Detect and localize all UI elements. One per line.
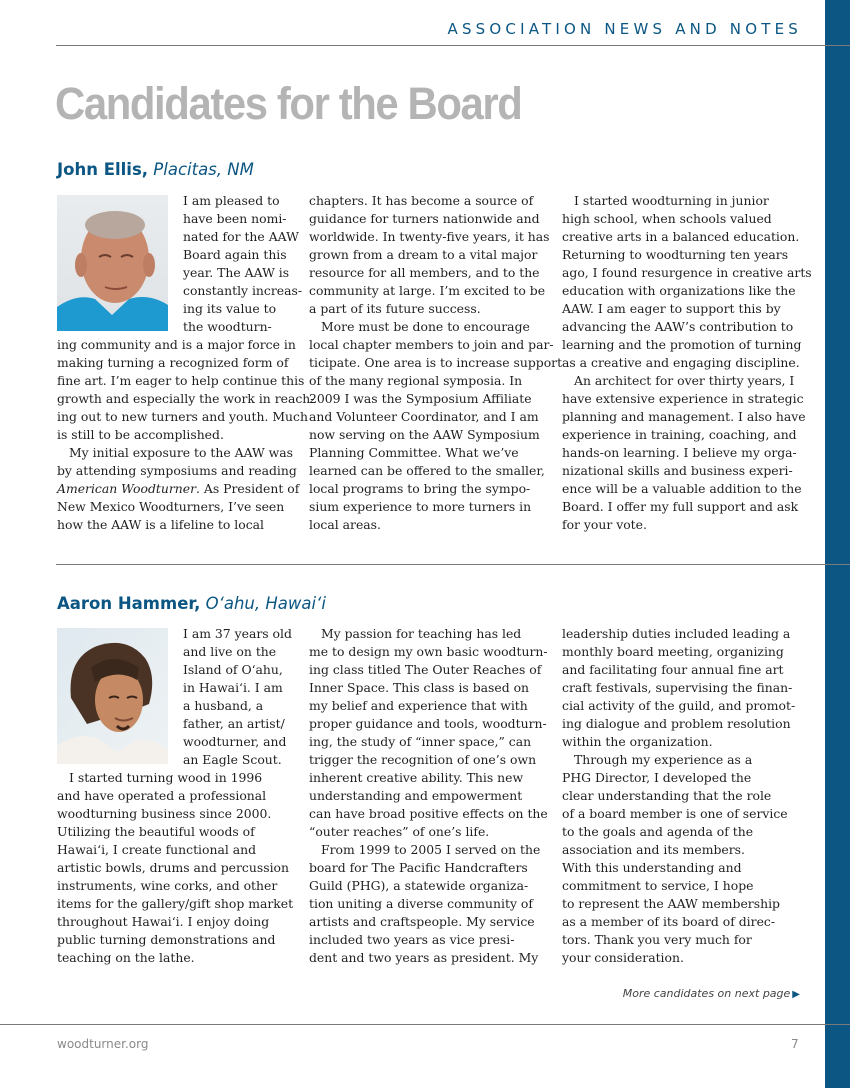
text-line: for your vote. xyxy=(562,517,647,532)
text-line: tors. Thank you very much for xyxy=(562,932,752,947)
text-line: of a board member is one of service xyxy=(562,806,788,821)
more-candidates-label: More candidates on next page xyxy=(622,987,791,1000)
text-line: by attending symposiums and reading xyxy=(57,463,297,478)
text-line: education with organizations like the xyxy=(562,283,796,298)
text-line: and have operated a professional xyxy=(57,788,267,803)
text-line: worldwide. In twenty-five years, it has xyxy=(309,229,550,244)
candidate-2-column-2 xyxy=(309,625,548,967)
text-line: a part of its future success. xyxy=(309,301,481,316)
text-line: community at large. I’m excited to be xyxy=(309,283,546,298)
candidate-divider xyxy=(56,564,850,565)
text-line: teaching on the lathe. xyxy=(57,950,195,965)
text-line: Utilizing the beautiful woods of xyxy=(57,824,255,839)
text-line: ing its value to xyxy=(183,301,277,316)
text-line: I started turning wood in 1996 xyxy=(69,770,263,785)
text-line: father, an artist/ xyxy=(183,716,285,731)
text-line: ing community and is a major force in xyxy=(57,337,296,352)
text-line: throughout Hawai‘i. I enjoy doing xyxy=(57,914,270,929)
text-line: sium experience to more turners in xyxy=(309,499,532,514)
text-line: included two years as vice presi- xyxy=(309,932,515,947)
text-line: hands-on learning. I believe my orga- xyxy=(562,445,797,460)
text-line: guidance for turners nationwide and xyxy=(309,211,540,226)
text-line: instruments, wine corks, and other xyxy=(57,878,278,893)
text-line: fine art. I’m eager to help continue this xyxy=(57,373,305,388)
magazine-title: American Woodturner xyxy=(57,481,197,496)
text-line: leadership duties included leading a xyxy=(562,626,791,641)
text-line: ence will be a valuable addition to the xyxy=(562,481,802,496)
text-line: items for the gallery/gift shop market xyxy=(57,896,294,911)
text-line: resource for all members, and to the xyxy=(309,265,540,280)
text-line: Island of O‘ahu, xyxy=(183,662,283,677)
text-line: high school, when schools valued xyxy=(562,211,772,226)
candidate-2-wrap-text xyxy=(183,625,292,769)
text-line: advancing the AAW’s contribution to xyxy=(562,319,794,334)
text-line: year. The AAW is xyxy=(183,265,290,280)
portrait-photo-icon xyxy=(57,628,168,764)
candidate-1-column-3 xyxy=(562,192,812,534)
candidate-name: John Ellis, xyxy=(57,160,149,179)
candidate-2-column-1 xyxy=(57,769,293,967)
text-line: me to design my own basic woodturn- xyxy=(309,644,548,659)
candidate-location: Placitas, NM xyxy=(153,160,254,179)
text-line: Returning to woodturning ten years xyxy=(562,247,789,262)
text-line: as a member of its board of direc- xyxy=(562,914,776,929)
text-line: making turning a recognized form of xyxy=(57,355,289,370)
text-line: a husband, a xyxy=(183,698,264,713)
text-line: ing dialogue and problem resolution xyxy=(562,716,791,731)
text-line: experience in training, coaching, and xyxy=(562,427,797,442)
text-line: I started woodturning in junior xyxy=(574,193,769,208)
text-line: “outer reaches” of one’s life. xyxy=(309,824,490,839)
text-line: and facilitating four annual fine art xyxy=(562,662,784,677)
text-line: board for The Pacific Handcrafters xyxy=(309,860,528,875)
candidate-heading xyxy=(57,160,254,179)
text-line: Board. I offer my full support and ask xyxy=(562,499,799,514)
text-line: Guild (PHG), a statewide organiza- xyxy=(309,878,529,893)
text-line: constantly increas- xyxy=(183,283,303,298)
text-line: to the goals and agenda of the xyxy=(562,824,754,839)
text-line: the woodturn- xyxy=(183,319,272,334)
text-line: artists and craftspeople. My service xyxy=(309,914,535,929)
text-line: My initial exposure to the AAW was xyxy=(69,445,294,460)
candidate-photo xyxy=(57,628,168,764)
text-line: From 1999 to 2005 I served on the xyxy=(321,842,541,857)
text-line: With this understanding and xyxy=(562,860,742,875)
text-line: Through my experience as a xyxy=(574,752,753,767)
text-line: chapters. It has become a source of xyxy=(309,193,534,208)
text-line: have extensive experience in strategic xyxy=(562,391,804,406)
text-line: an Eagle Scout. xyxy=(183,752,282,767)
text-line: of the many regional symposia. In xyxy=(309,373,523,388)
triangle-right-icon: ▶ xyxy=(792,989,800,1000)
text-line: ing out to new turners and youth. Much xyxy=(57,409,308,424)
text-line: in Hawai‘i. I am xyxy=(183,680,283,695)
text-line: PHG Director, I developed the xyxy=(562,770,752,785)
text-line: cial activity of the guild, and promot- xyxy=(562,698,796,713)
text-line: Hawai‘i, I create functional and xyxy=(57,842,257,857)
text-line: is still to be accomplished. xyxy=(57,427,224,442)
candidate-2-column-3 xyxy=(562,625,795,967)
text-line: can have broad positive effects on the xyxy=(309,806,548,821)
text-line: how the AAW is a lifeline to local xyxy=(57,517,264,532)
page-number: 7 xyxy=(791,1037,799,1051)
text-line: More must be done to encourage xyxy=(321,319,530,334)
page-title: Candidates for the Board xyxy=(55,78,522,129)
text-line: nated for the AAW xyxy=(183,229,299,244)
header-divider xyxy=(56,45,850,46)
text-line: craft festivals, supervising the finan- xyxy=(562,680,793,695)
text-line: ago, I found resurgence in creative arts xyxy=(562,265,812,280)
text-line: association and its members. xyxy=(562,842,745,857)
text-line: now serving on the AAW Symposium xyxy=(309,427,540,442)
text-line: tion uniting a diverse community of xyxy=(309,896,533,911)
footer-site-url[interactable]: woodturner.org xyxy=(57,1037,149,1051)
text-line: ing, the study of “inner space,” can xyxy=(309,734,532,749)
text-line: Board again this xyxy=(183,247,287,262)
text-line: learned can be offered to the smaller, xyxy=(309,463,545,478)
text-line: American Woodturner. As President of xyxy=(57,481,300,496)
candidate-1-column-1 xyxy=(57,336,314,534)
candidate-name: Aaron Hammer, xyxy=(57,594,201,613)
candidate-location: O‘ahu, Hawai‘i xyxy=(205,594,326,613)
text-line: to represent the AAW membership xyxy=(562,896,780,911)
text-line: grown from a dream to a vital major xyxy=(309,247,538,262)
text-line: I am pleased to xyxy=(183,193,280,208)
text-line: and live on the xyxy=(183,644,277,659)
text-line: clear understanding that the role xyxy=(562,788,772,803)
text-line: ing class titled The Outer Reaches of xyxy=(309,662,542,677)
text-line: within the organization. xyxy=(562,734,713,749)
text-line: My passion for teaching has led xyxy=(321,626,522,641)
text-line: commitment to service, I hope xyxy=(562,878,754,893)
text-line: artistic bowls, drums and percussion xyxy=(57,860,289,875)
text-line: New Mexico Woodturners, I’ve seen xyxy=(57,499,285,514)
text-line: planning and management. I also have xyxy=(562,409,806,424)
text-line: proper guidance and tools, woodturn- xyxy=(309,716,547,731)
text-line: and Volunteer Coordinator, and I am xyxy=(309,409,539,424)
text-line: public turning demonstrations and xyxy=(57,932,276,947)
candidate-photo xyxy=(57,195,168,331)
text-line: understanding and empowerment xyxy=(309,788,523,803)
text-line: ticipate. One area is to increase support xyxy=(309,355,563,370)
more-candidates-link[interactable] xyxy=(623,987,800,1000)
text-line: dent and two years as president. My xyxy=(309,950,539,965)
text-line: growth and especially the work in reach- xyxy=(57,391,315,406)
text-line: I am 37 years old xyxy=(183,626,292,641)
text-line: An architect for over thirty years, I xyxy=(574,373,795,388)
candidate-1-column-2 xyxy=(309,192,562,534)
text-line: Inner Space. This class is based on xyxy=(309,680,530,695)
text-line: local areas. xyxy=(309,517,381,532)
text-line: have been nomi- xyxy=(183,211,287,226)
text-line: trigger the recognition of one’s own xyxy=(309,752,537,767)
text-line: woodturner, and xyxy=(183,734,287,749)
text-line: inherent creative ability. This new xyxy=(309,770,524,785)
text-line: nizational skills and business experi- xyxy=(562,463,793,478)
footer-divider xyxy=(0,1024,850,1025)
candidate-heading xyxy=(57,594,326,613)
text-line: monthly board meeting, organizing xyxy=(562,644,784,659)
text-line: my belief and experience that with xyxy=(309,698,528,713)
section-label: ASSOCIATION NEWS AND NOTES xyxy=(447,20,802,38)
text-line: woodturning business since 2000. xyxy=(57,806,272,821)
candidate-1-wrap-text xyxy=(183,192,302,336)
text-line: AAW. I am eager to support this by xyxy=(562,301,781,316)
side-color-bar xyxy=(825,0,850,1088)
text-line: as a creative and engaging discipline. xyxy=(562,355,800,370)
text-line: creative arts in a balanced education. xyxy=(562,229,800,244)
text-line: local programs to bring the sympo- xyxy=(309,481,531,496)
text-line: learning and the promotion of turning xyxy=(562,337,802,352)
text-line: your consideration. xyxy=(562,950,684,965)
text-line: Planning Committee. What we’ve xyxy=(309,445,519,460)
text-line: local chapter members to join and par- xyxy=(309,337,554,352)
portrait-photo-icon xyxy=(57,195,168,331)
text-line: 2009 I was the Symposium Affiliate xyxy=(309,391,532,406)
